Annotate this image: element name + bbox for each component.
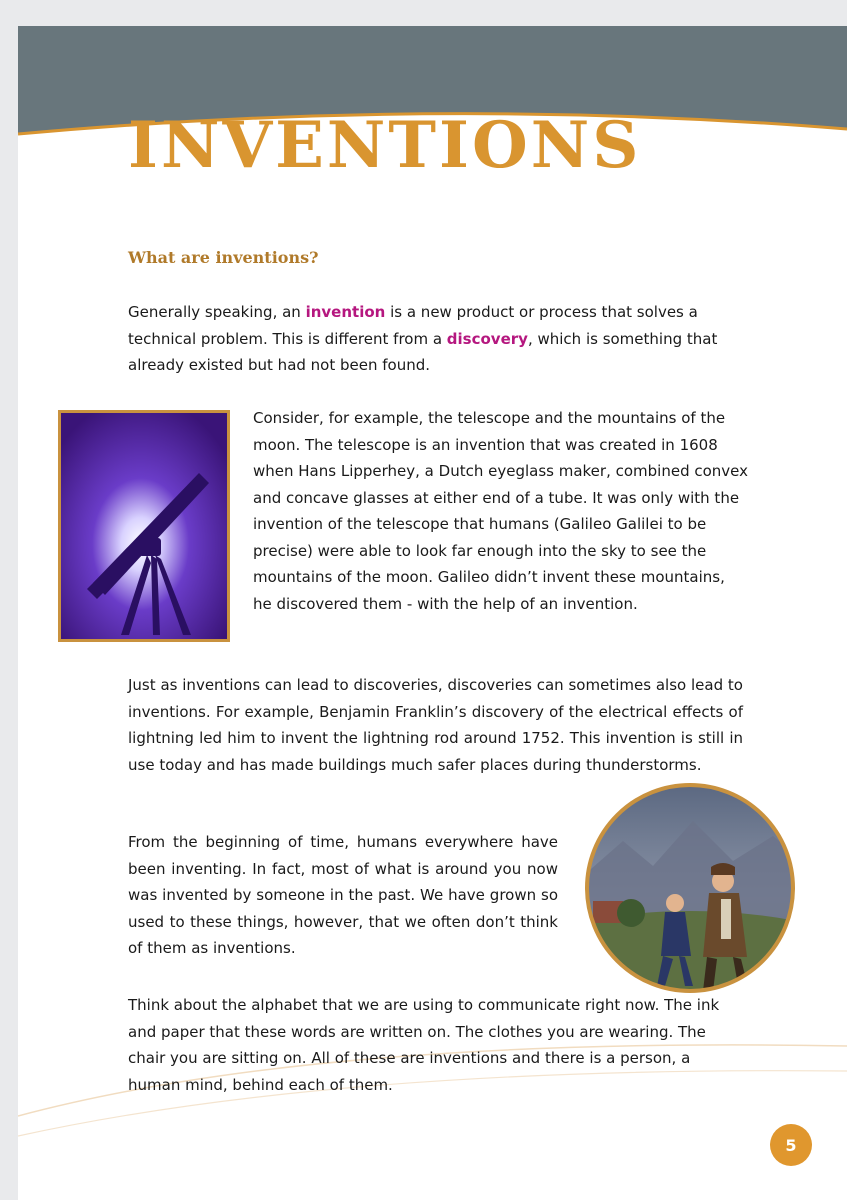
- page-title: INVENTIONS: [128, 108, 642, 183]
- paragraph-franklin: Just as inventions can lead to discoveries, discoveries can sometimes also lead to inventions. For example, Benjamin Franklin’s discovery of the electrical effects of lightning led him to invent the lightning rod around 1752. This invention is still in use today and has made buildings much safer places during thunderstorms.: [128, 676, 743, 774]
- text-segment: , which is something that already existed but had not been found.: [128, 329, 718, 374]
- paragraph-telescope: Consider, for example, the telescope and the mountains of the moon. The telescope is an invention that was created in 1608 when Hans Lipperhey, a Dutch eyeglass maker, combined convex and concave glasses at either end of a tube. It was only with the invention of the telescope that humans (Galileo Galilei to be precise) were able to look far enough into the sky to see the mountains of the moon. Galileo didn’t invent these mountains, he discovered them - with the help of an invention.: [253, 409, 749, 613]
- franklin-kite-image: [583, 781, 797, 995]
- paragraph-definition: [128, 299, 738, 379]
- keyword-discovery: discovery: [446, 329, 528, 348]
- page: [18, 26, 847, 1200]
- section-heading: What are inventions?: [128, 248, 319, 267]
- telescope-image: [58, 410, 230, 642]
- text-segment: is a new product or process that solves a technical problem. This is different from a: [128, 303, 698, 348]
- keyword-invention: invention: [305, 303, 386, 321]
- paragraph-alphabet: Think about the alphabet that we are using to communicate right now. The ink and paper that these words are written on. The clothes you are wearing. The chair you are sitting on. All of these are inventions and there is a person, a human mind, behind each of them.: [128, 996, 720, 1094]
- text-segment: Generally speaking, an: [128, 303, 306, 321]
- paragraph-history: From the beginning of time, humans everywhere have been inventing. In fact, most of what is around you now was invented by someone in the past. We have grown so used to these things, however, that we often don’t think of them as inventions.: [128, 833, 558, 957]
- page-number: 5: [770, 1124, 812, 1166]
